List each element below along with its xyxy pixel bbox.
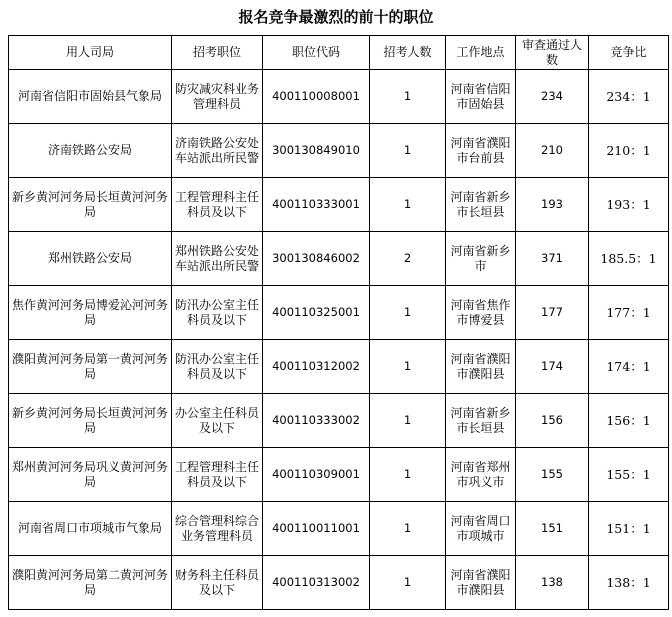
cell-org: 济南铁路公安局 [9, 124, 172, 178]
cell-quota: 1 [370, 340, 446, 394]
table-row [9, 394, 669, 448]
cell-passed: 151 [516, 502, 589, 556]
cell-location: 河南省濮阳市濮阳县 [446, 340, 516, 394]
cell-passed: 177 [516, 286, 589, 340]
cell-ratio: 151：1 [589, 502, 669, 556]
cell-org: 新乡黄河河务局长垣黄河河务局 [9, 394, 172, 448]
cell-quota: 1 [370, 394, 446, 448]
cell-ratio: 177：1 [589, 286, 669, 340]
table-row [9, 286, 669, 340]
cell-org: 新乡黄河河务局长垣黄河河务局 [9, 178, 172, 232]
header-quota: 招考人数 [370, 36, 446, 70]
cell-code: 400110325001 [263, 286, 370, 340]
cell-position: 济南铁路公安处车站派出所民警 [172, 124, 263, 178]
header-passed: 审查通过人数 [516, 36, 589, 70]
header-code: 职位代码 [263, 36, 370, 70]
cell-org: 河南省周口市项城市气象局 [9, 502, 172, 556]
cell-code: 400110011001 [263, 502, 370, 556]
table-row [9, 70, 669, 124]
cell-location: 河南省新乡市长垣县 [446, 394, 516, 448]
cell-code: 400110333001 [263, 178, 370, 232]
cell-ratio: 234：1 [589, 70, 669, 124]
cell-ratio: 210：1 [589, 124, 669, 178]
cell-passed: 210 [516, 124, 589, 178]
page-title: 报名竞争最激烈的前十的职位 [238, 8, 434, 26]
cell-code: 400110312002 [263, 340, 370, 394]
cell-location: 河南省郑州市巩义市 [446, 448, 516, 502]
cell-ratio: 138：1 [589, 556, 669, 610]
cell-ratio: 185.5：1 [589, 232, 669, 286]
cell-passed: 371 [516, 232, 589, 286]
cell-position: 综合管理科综合业务管理科员 [172, 502, 263, 556]
cell-quota: 2 [370, 232, 446, 286]
cell-org: 河南省信阳市固始县气象局 [9, 70, 172, 124]
cell-position: 工程管理科主任科员及以下 [172, 448, 263, 502]
cell-location: 河南省新乡市长垣县 [446, 178, 516, 232]
cell-position: 防汛办公室主任科员及以下 [172, 340, 263, 394]
header-location: 工作地点 [446, 36, 516, 70]
header-position: 招考职位 [172, 36, 263, 70]
table-row [9, 178, 669, 232]
cell-code: 300130846002 [263, 232, 370, 286]
cell-position: 工程管理科主任科员及以下 [172, 178, 263, 232]
cell-code: 400110333002 [263, 394, 370, 448]
header-ratio: 竞争比 [589, 36, 669, 70]
cell-org: 郑州铁路公安局 [9, 232, 172, 286]
cell-org: 郑州黄河河务局巩义黄河河务局 [9, 448, 172, 502]
cell-passed: 155 [516, 448, 589, 502]
cell-quota: 1 [370, 178, 446, 232]
cell-ratio: 193：1 [589, 178, 669, 232]
cell-passed: 138 [516, 556, 589, 610]
table-row [9, 556, 669, 610]
cell-code: 400110008001 [263, 70, 370, 124]
cell-quota: 1 [370, 70, 446, 124]
table-row [9, 448, 669, 502]
cell-quota: 1 [370, 124, 446, 178]
cell-code: 300130849010 [263, 124, 370, 178]
cell-passed: 156 [516, 394, 589, 448]
cell-quota: 1 [370, 286, 446, 340]
cell-ratio: 155：1 [589, 448, 669, 502]
cell-quota: 1 [370, 448, 446, 502]
cell-position: 财务科主任科员及以下 [172, 556, 263, 610]
table-row [9, 340, 669, 394]
cell-position: 办公室主任科员及以下 [172, 394, 263, 448]
table-row [9, 124, 669, 178]
cell-location: 河南省濮阳市濮阳县 [446, 556, 516, 610]
cell-position: 郑州铁路公安处车站派出所民警 [172, 232, 263, 286]
cell-ratio: 156：1 [589, 394, 669, 448]
cell-code: 400110309001 [263, 448, 370, 502]
cell-ratio: 174：1 [589, 340, 669, 394]
table-row [9, 232, 669, 286]
cell-location: 河南省焦作市博爱县 [446, 286, 516, 340]
positions-table [8, 35, 669, 610]
cell-org: 焦作黄河河务局博爱沁河河务局 [9, 286, 172, 340]
cell-code: 400110313002 [263, 556, 370, 610]
cell-location: 河南省新乡市 [446, 232, 516, 286]
cell-location: 河南省信阳市固始县 [446, 70, 516, 124]
table-row [9, 502, 669, 556]
table-header [9, 36, 669, 70]
header-org: 用人司局 [9, 36, 172, 70]
header-row [9, 36, 669, 70]
cell-org: 濮阳黄河河务局第一黄河河务局 [9, 340, 172, 394]
cell-passed: 174 [516, 340, 589, 394]
cell-location: 河南省周口市项城市 [446, 502, 516, 556]
cell-quota: 1 [370, 556, 446, 610]
cell-passed: 193 [516, 178, 589, 232]
cell-location: 河南省濮阳市台前县 [446, 124, 516, 178]
cell-org: 濮阳黄河河务局第二黄河河务局 [9, 556, 172, 610]
cell-position: 防灾减灾科业务管理科员 [172, 70, 263, 124]
cell-passed: 234 [516, 70, 589, 124]
cell-quota: 1 [370, 502, 446, 556]
cell-position: 防汛办公室主任科员及以下 [172, 286, 263, 340]
table-body [9, 70, 669, 610]
